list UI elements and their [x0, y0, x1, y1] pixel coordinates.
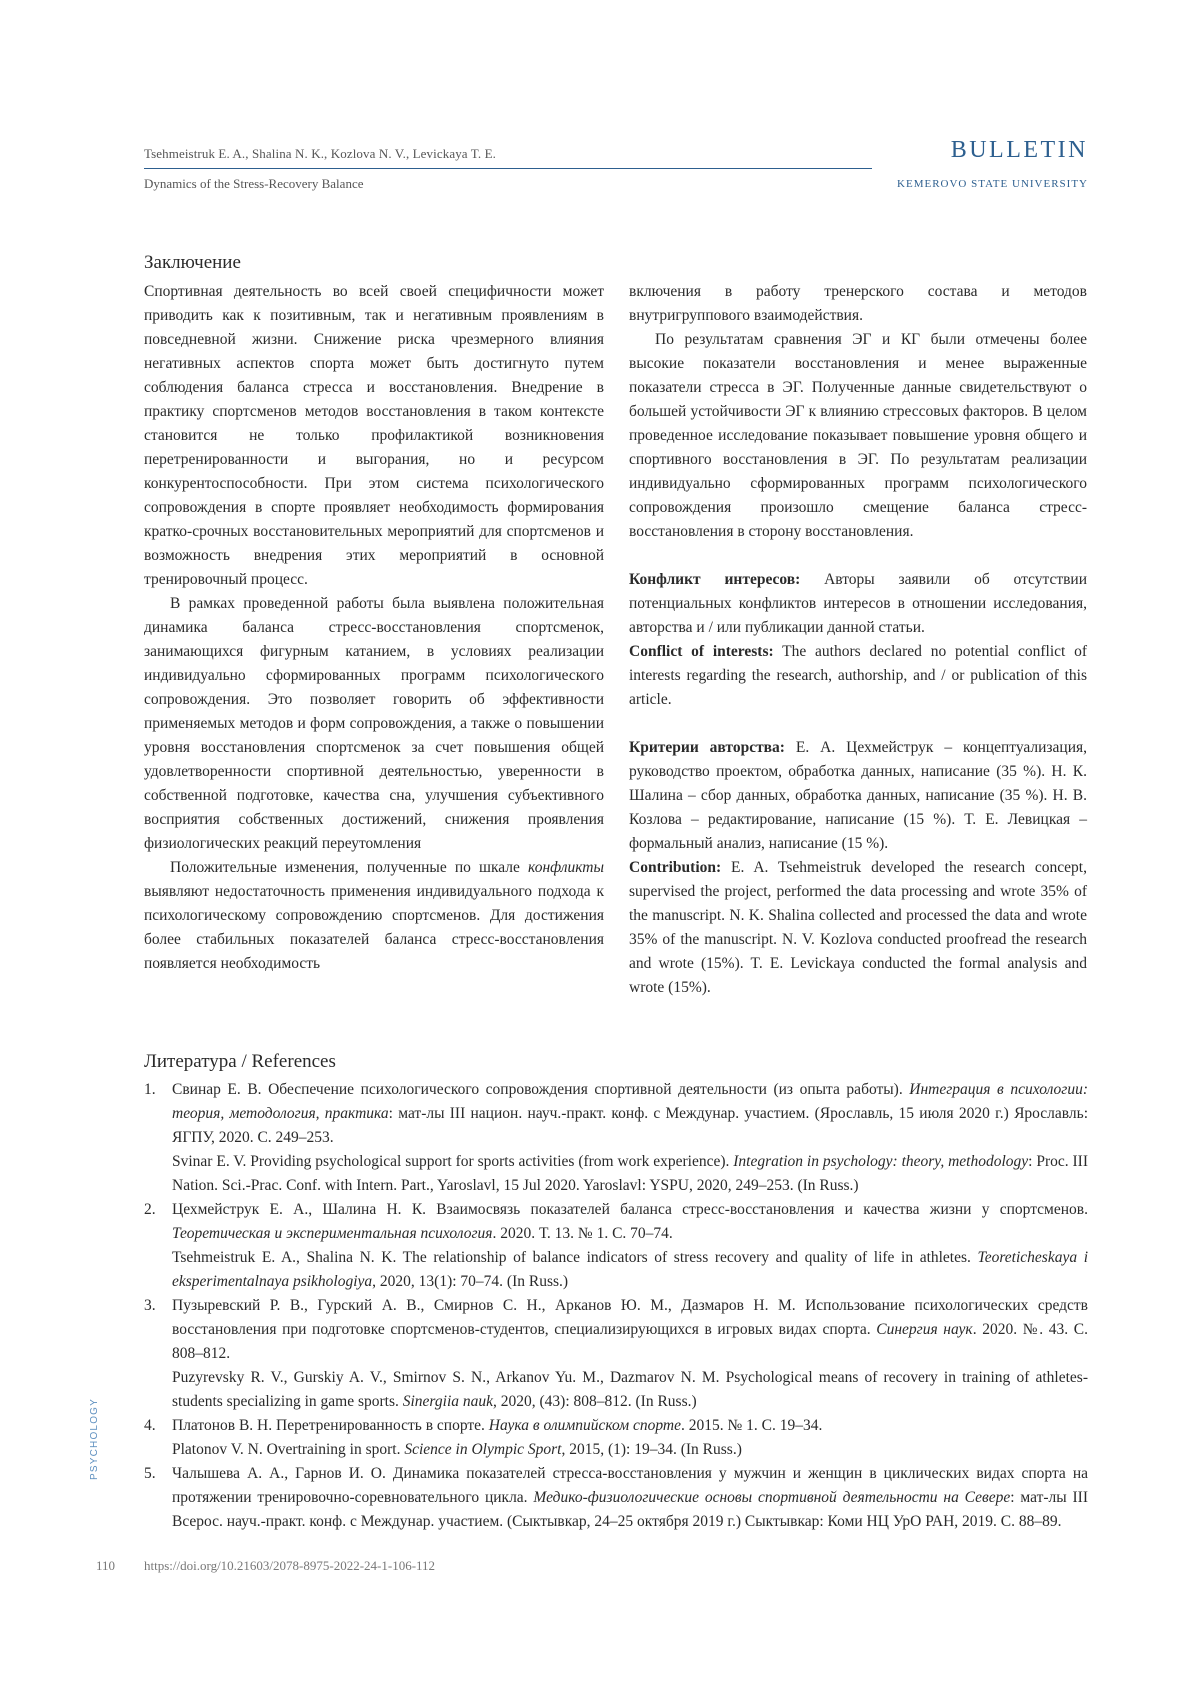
reference-en: [172, 1246, 1088, 1294]
running-head-authors: Tsehmeistruk E. A., Shalina N. K., Kozlova N. V., Levickaya T. E.: [144, 146, 496, 161]
reference-number: 5.: [144, 1465, 156, 1482]
ref-text: , 2020, (43): 808–812. (In Russ.): [493, 1393, 697, 1410]
ref-source: Медико-физиологические основы спортивной деятельности на Севере: [533, 1489, 1011, 1506]
conclusion-paragraph-3: [144, 856, 604, 976]
ref-text: Пузыревский Р. В., Гурский А. В., Смирнов С. Н., Арканов Ю. М., Дазмаров Н. М. Использование психологических средств восстановления при подготовке спортсменов-студентов, специализирующихся в игровых видах спорта.: [172, 1297, 1088, 1338]
reference-ru: [172, 1462, 1088, 1534]
reference-body: [172, 1078, 1088, 1198]
reference-en: [172, 1150, 1088, 1198]
ref-text: . 2015. № 1. С. 19–34.: [680, 1417, 823, 1434]
header-rule: [144, 168, 872, 169]
contribution-en-text: E. A. Tsehmeistruk developed the research concept, supervised the project, performed the data processing and wrote 35% of the manuscript. N. K. Shalina collected and processed the data and wrote 35% of the manuscript. N. V. Kozlova conducted proofread the research and wrote (15%). T. E. Levickaya conducted the formal analysis and wrote (15%).: [629, 859, 1087, 996]
conflict-en-text: The authors declared no potential conflict of interests regarding the research, authorship, and / or publication of this article.: [629, 643, 1087, 708]
doi-link[interactable]: https://doi.org/10.21603/2078-8975-2022-24-1-106-112: [144, 1558, 436, 1573]
ref-source: Teoreticheskaya i eksperimentalnaya psikhologiya: [172, 1249, 1088, 1290]
ref-text: Свинар Е. В. Обеспечение психологического сопровождения спортивной деятельности (из опыта работы).: [172, 1081, 910, 1098]
reference-number: 4.: [144, 1417, 156, 1434]
reference-item: [144, 1294, 1088, 1414]
page-number: 110: [96, 1558, 116, 1573]
journal-name: BULLETIN: [950, 137, 1088, 163]
paragraph-text: выявляют недостаточность применения индивидуального подхода к психологическому сопровождению спортсменов. Для достижения более стабильных показателей баланса стресс-восстановления появляется необходимость: [144, 883, 604, 972]
reference-number: 2.: [144, 1201, 156, 1218]
ref-text: Чалышева А. А., Гарнов И. О. Динамика показателей стресса-восстановления у мужчин и женщин в циклических видах спорта на протяжении тренировочно-соревновательного цикла.: [172, 1465, 1088, 1506]
contribution-en: [629, 856, 1087, 1000]
section-heading-conclusion: Заключение: [144, 252, 241, 273]
left-column: [144, 250, 604, 976]
conclusion-paragraph-2: В рамках проведенной работы была выявлена положительная динамика баланса стресс-восстановления спортсменок, занимающихся фигурным катанием, в условиях реализации индивидуально сформированных программ психологического сопровождения. Это позволяет говорить об эффективности применяемых методов и форм сопровождения, а также о повышении уровня восстановления спортсменок за счет повышения общей удовлетворенности спортивной деятельностью, уверенности в собственной подготовке, качества сна, улучшения субъективного восприятия собственных достижений, снижения проявления физиологических реакций переутомления: [144, 595, 604, 852]
reference-body: [172, 1414, 1088, 1462]
reference-item: [144, 1078, 1088, 1198]
reference-ru: [172, 1294, 1088, 1366]
reference-item: [144, 1198, 1088, 1294]
conflict-en: [629, 640, 1087, 712]
ref-source: Integration in psychology: theory, methodology: [733, 1153, 1029, 1170]
contribution-ru-text: Е. А. Цехмейструк – концептуализация, руководство проектом, обработка данных, написание (35 %). Н. К. Шалина – сбор данных, обработка данных, написание (35 %). Н. В. Козлова – редактирование, написание (15 %). Т. Е. Левицкая – формальный анализ, написание (15 %).: [629, 739, 1088, 852]
reference-item: [144, 1414, 1088, 1462]
spacer: [629, 544, 1087, 568]
references-heading: Литература / References: [144, 1051, 336, 1072]
ref-source: Science in Olympic Sport: [404, 1441, 562, 1458]
reference-item: [144, 1462, 1088, 1534]
reference-body: [172, 1462, 1088, 1534]
ref-text: : Proc. III Nation. Sci.-Prac. Conf. with Intern. Part., Yaroslavl, 15 Jul 2020. Yaroslavl: YSPU, 2020, 249–253. (In Russ.): [172, 1153, 1089, 1194]
ref-text: : мат-лы III Всерос. науч.-практ. конф. с Междунар. участием. (Сыктывкар, 24–25 октября 2019 г.) Сыктывкар: Коми НЦ УрО РАН, 2019. С. 88–89.: [172, 1489, 1088, 1530]
references-section: [144, 1048, 1088, 1534]
ref-text: Tsehmeistruk E. A., Shalina N. K. The relationship of balance indicators of stress recovery and quality of life in athletes.: [172, 1249, 978, 1266]
ref-text: Svinar E. V. Providing psychological support for sports activities (from work experience).: [172, 1153, 734, 1170]
italic-term: конфликты: [528, 859, 604, 876]
contribution-ru: [629, 736, 1087, 856]
ref-source: Теоретическая и экспериментальная психология: [172, 1225, 493, 1242]
ref-text: : мат-лы III национ. науч.-практ. конф. с Междунар. участием. (Ярославль, 15 июля 2020 г.) Ярославль: ЯГПУ, 2020. С. 249–253.: [172, 1105, 1089, 1146]
conclusion-paragraph-5: По результатам сравнения ЭГ и КГ были отмечены более высокие показатели восстановления и менее выраженные показатели стресса в ЭГ. Полученные данные свидетельствуют о большей устойчивости ЭГ к влиянию стрессовых факторов. В целом проведенное исследование показывает повышение уровня общего и спортивного восстановления в ЭГ. По результатам реализации индивидуально сформированных программ психологического сопровождения произошло смещение баланса стресс-восстановления в сторону восстановления.: [629, 331, 1087, 540]
reference-ru: [172, 1198, 1088, 1246]
paragraph-text: Положительные изменения, полученные по шкале: [170, 859, 529, 876]
running-head-title: Dynamics of the Stress-Recovery Balance: [144, 176, 364, 191]
right-column: [629, 280, 1087, 1000]
university-name: KEMEROVO STATE UNIVERSITY: [897, 178, 1088, 190]
reference-body: [172, 1294, 1088, 1414]
ref-text: , 2020, 13(1): 70–74. (In Russ.): [372, 1273, 569, 1290]
conclusion-paragraph-1: Спортивная деятельность во всей своей специфичности может приводить как к позитивным, так и негативным проявлениям в повседневной жизни. Снижение риска чрезмерного влияния негативных аспектов спорта может быть достигнуто путем соблюдения баланса стресса и восстановления. Внедрение в практику спортсменов методов восстановления в таком контексте становится не только профилактикой возникновения перетренированности и выгорания, но и ресурсом конкурентоспособности. При этом система психологического сопровождения в спорте проявляет необходимость формирования кратко-срочных восстановительных мероприятий для спортсменов и возможность внедрения этих мероприятий в основной тренировочный процесс.: [144, 283, 604, 588]
ref-source: Синергия наук: [876, 1321, 973, 1338]
reference-ru: [172, 1414, 1088, 1438]
reference-ru: [172, 1078, 1088, 1150]
reference-body: [172, 1198, 1088, 1294]
ref-text: Цехмейструк Е. А., Шалина Н. К. Взаимосвязь показателей баланса стресс-восстановления и качества жизни у спортсменов.: [172, 1201, 1088, 1218]
ref-source: Интеграция в психологии: теория, методология, практика: [172, 1081, 1088, 1122]
conclusion-paragraph-4: включения в работу тренерского состава и методов внутригруппового взаимодействия.: [629, 283, 1087, 324]
ref-text: Platonov V. N. Overtraining in sport.: [172, 1441, 405, 1458]
reference-en: [172, 1366, 1088, 1414]
contribution-en-label: Contribution:: [629, 859, 722, 876]
reference-number: 3.: [144, 1297, 156, 1314]
ref-source: Sinergiia nauk: [402, 1393, 494, 1410]
conflict-ru-text: Авторы заявили об отсутствии потенциальных конфликтов интересов в отношении исследования, авторства и / или публикации данной статьи.: [629, 571, 1088, 636]
ref-text: Puzyrevsky R. V., Gurskiy A. V., Smirnov S. N., Arkanov Yu. M., Dazmarov N. M. Psychological means of recovery in training of athletes-students specializing in game sports.: [172, 1369, 1088, 1410]
spacer: [629, 712, 1087, 736]
reference-number: 1.: [144, 1081, 156, 1098]
ref-text: , 2015, (1): 19–34. (In Russ.): [561, 1441, 742, 1458]
ref-text: . 2020. №. 43. С. 808–812.: [172, 1321, 1088, 1362]
reference-en: [172, 1438, 1088, 1462]
conflict-en-label: Conflict of interests:: [629, 643, 774, 660]
conflict-ru-label: Конфликт интересов:: [629, 571, 801, 588]
contribution-ru-label: Критерии авторства:: [629, 739, 785, 756]
section-side-label: PSYCHOLOGY: [89, 1397, 100, 1480]
ref-text: Платонов В. Н. Перетренированность в спорте.: [172, 1417, 489, 1434]
ref-text: . 2020. Т. 13. № 1. С. 70–74.: [492, 1225, 673, 1242]
conflict-ru: [629, 568, 1087, 640]
ref-source: Наука в олимпийском спорте: [488, 1417, 681, 1434]
